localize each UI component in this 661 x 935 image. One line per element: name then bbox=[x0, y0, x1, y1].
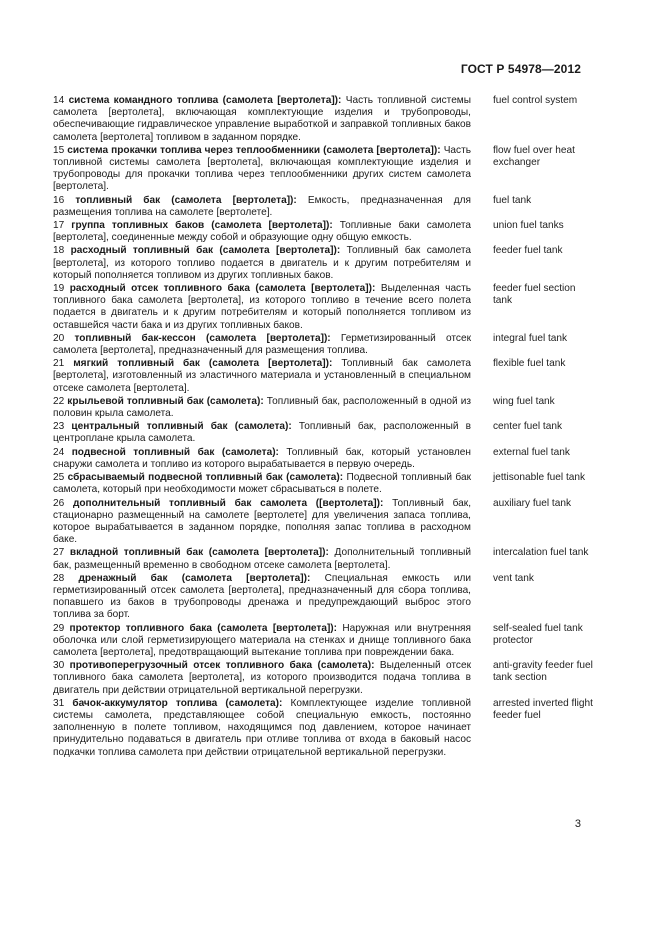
term-entry bbox=[53, 396, 593, 420]
term-definition: Топливный бак, который установлен снаружи самолета и топливо из которого вырабатывается в первую очередь. bbox=[53, 446, 471, 470]
term-name: дренажный бак (самолета [вертолета]): bbox=[78, 572, 311, 584]
term-name: расходный топливный бак (самолета [вертолета]): bbox=[70, 245, 341, 257]
term-english: fuel control system bbox=[493, 95, 578, 106]
terms-list bbox=[53, 95, 593, 760]
term-number: 22 bbox=[53, 395, 65, 407]
term-entry bbox=[53, 421, 593, 445]
term-definition: Специальная емкость или герметизированный отсек самолета [вертолета], предназначенный для сбора топлива, попавшего из баков в трубопроводы дренажа и предупреждающий выброс этого топлива за борт. bbox=[53, 572, 471, 621]
term-number: 28 bbox=[53, 572, 65, 584]
standard-number: ГОСТ Р 54978—2012 bbox=[460, 62, 581, 76]
term-number: 19 bbox=[53, 283, 65, 295]
term-russian bbox=[53, 283, 471, 332]
term-russian bbox=[53, 547, 471, 571]
term-russian bbox=[53, 333, 471, 357]
term-english: feeder fuel section tank bbox=[493, 283, 576, 307]
term-english: auxiliary fuel tank bbox=[493, 497, 571, 509]
term-english: flow fuel over heat exchanger bbox=[493, 144, 575, 169]
term-russian bbox=[53, 498, 471, 547]
term-number: 18 bbox=[53, 245, 65, 257]
term-entry bbox=[53, 220, 593, 244]
term-number: 25 bbox=[53, 472, 65, 484]
term-entry bbox=[53, 623, 593, 660]
term-name: вкладной топливный бак (самолета [вертолета]): bbox=[69, 547, 329, 559]
term-number: 16 bbox=[53, 194, 65, 206]
term-russian bbox=[53, 660, 471, 697]
term-number: 14 bbox=[53, 95, 65, 106]
term-entry bbox=[53, 573, 593, 622]
term-russian bbox=[53, 245, 471, 282]
term-entry bbox=[53, 283, 593, 332]
term-entry bbox=[53, 660, 593, 697]
term-entry bbox=[53, 547, 593, 571]
term-russian bbox=[53, 573, 471, 622]
term-english: center fuel tank bbox=[493, 421, 563, 433]
term-english: arrested inverted flight feeder fuel bbox=[493, 697, 593, 721]
term-name: топливный бак-кессон (самолета [вертолета]): bbox=[74, 332, 331, 344]
term-name: подвесной топливный бак (самолета): bbox=[71, 446, 279, 458]
term-number: 24 bbox=[53, 446, 65, 458]
term-russian bbox=[53, 421, 471, 445]
term-number: 30 bbox=[53, 660, 65, 672]
term-number: 26 bbox=[53, 497, 65, 509]
term-name: топливный бак (самолета [вертолета]): bbox=[75, 194, 297, 206]
term-name: дополнительный топливный бак самолета ([вертолета]): bbox=[72, 497, 384, 509]
term-definition: Топливный бак самолета [вертолета], изготовленный из эластичного материала и установленный в специальном отсеке самолета [вертолета]. bbox=[53, 358, 471, 394]
term-definition: Комплектующее изделие топливной системы самолета, представляющее собой специальную емкость, постоянно заполненную в полете топливом, находящимся под давлением, которое начинает принудительно подаваться в двигатель при отливе топлива от входа в баковый насос подкачки топлива самолета при действии отрицательной вертикальной перегрузки. bbox=[53, 697, 471, 758]
term-entry bbox=[53, 498, 593, 547]
term-russian bbox=[53, 698, 471, 759]
term-definition: Топливный бак, расположенный в одной из половин крыла самолета. bbox=[53, 395, 471, 420]
term-russian bbox=[53, 195, 471, 219]
term-name: система прокачки топлива через теплообменники (самолета [вертолета]): bbox=[67, 144, 441, 156]
term-number: 31 bbox=[53, 697, 65, 709]
term-definition: Дополнительный топливный бак, размещенный временно в свободном отсеке самолета [вертолета]. bbox=[53, 547, 471, 571]
term-definition: Топливный бак, стационарно размещенный на самолете [вертолете] для увеличения запаса топлива, которое вырабатывается в заданном порядке, пополняя запас топлива в расходном баке. bbox=[53, 497, 471, 546]
term-russian bbox=[53, 472, 471, 496]
term-english: intercalation fuel tank bbox=[493, 547, 589, 559]
term-english: wing fuel tank bbox=[493, 395, 555, 407]
term-number: 29 bbox=[53, 622, 65, 634]
term-entry bbox=[53, 447, 593, 471]
term-name: мягкий топливный бак (самолета [вертолета]): bbox=[73, 358, 333, 370]
term-entry bbox=[53, 245, 593, 282]
term-russian bbox=[53, 95, 471, 144]
term-name: система командного топлива (самолета [вертолета]): bbox=[68, 95, 342, 106]
term-english: flexible fuel tank bbox=[493, 358, 566, 370]
term-russian bbox=[53, 447, 471, 471]
page-number: 3 bbox=[574, 818, 581, 830]
term-number: 27 bbox=[53, 547, 65, 559]
term-definition: Емкость, предназначенная для размещения топлива на самолете [вертолете]. bbox=[53, 194, 471, 218]
term-definition: Часть топливной системы самолета [вертолета], включающая комплектующие изделия и трубопроводы, обеспечивающие гидравлическое управление выработкой и заправкой топливных баков самолета [вертолета] топливом в заданном порядке. bbox=[53, 95, 471, 143]
term-entry bbox=[53, 358, 593, 395]
term-entry bbox=[53, 145, 593, 194]
term-name: бачок-аккумулятор топлива (самолета): bbox=[72, 697, 283, 709]
term-definition: Часть топливной системы самолета [вертолета], включающая комплектующие изделия и трубопроводы для прокачки топлива через теплообменники других систем самолета [вертолета]. bbox=[53, 144, 471, 193]
term-english: jettisonable fuel tank bbox=[493, 472, 586, 484]
term-number: 17 bbox=[53, 220, 65, 232]
term-name: группа топливных баков (самолета [вертолета]): bbox=[71, 220, 333, 232]
term-english: union fuel tanks bbox=[493, 220, 564, 232]
term-definition: Выделенный отсек топливного бака самолета [вертолета], из которого производится подача топлива в двигатель при действии отрицательной вертикальной перегрузки. bbox=[53, 660, 472, 696]
term-name: протектор топливного бака (самолета [вертолета]): bbox=[69, 622, 338, 634]
term-russian bbox=[53, 623, 471, 660]
term-name: крыльевой топливный бак (самолета): bbox=[67, 395, 264, 407]
term-english: integral fuel tank bbox=[493, 332, 568, 344]
term-number: 20 bbox=[53, 332, 65, 344]
term-name: расходный отсек топливного бака (самолета [вертолета]): bbox=[69, 283, 376, 295]
term-name: противоперегрузочный отсек топливного бака (самолета): bbox=[69, 660, 375, 672]
term-entry bbox=[53, 195, 593, 219]
term-number: 23 bbox=[53, 421, 65, 433]
term-definition: Топливный бак самолета [вертолета], из которого топливо подается в двигатель и к другим потребителям и который пополняется топливом из других топливных баков. bbox=[53, 245, 471, 281]
term-entry bbox=[53, 95, 593, 144]
term-definition: Наружная или внутренняя оболочка или слой герметизирующего материала на стенках и днище топливного бака самолета [вертолета], предотвращающий вытекание топлива при повреждении бака. bbox=[53, 622, 471, 658]
term-english: anti-gravity feeder fuel tank section bbox=[493, 660, 593, 684]
term-number: 15 bbox=[53, 144, 65, 156]
term-name: сбрасываемый подвесной топливный бак (самолета): bbox=[67, 472, 344, 484]
term-name: центральный топливный бак (самолета): bbox=[71, 421, 292, 433]
term-definition: Выделенная часть топливного бака самолета [вертолета], из которого топливо в течение всего полета подается в двигатель и к другим потребителям и который пополняется топливом из оставшейся части бака и из других топливных баков. bbox=[53, 283, 471, 331]
term-definition: Топливные баки самолета [вертолета], соединенные между собой и образующие одну общую емкость. bbox=[53, 220, 471, 244]
term-english: external fuel tank bbox=[493, 446, 570, 458]
term-english: self-sealed fuel tank protector bbox=[493, 622, 583, 646]
term-entry bbox=[53, 472, 593, 496]
term-english: feeder fuel tank bbox=[493, 245, 563, 257]
term-definition: Топливный бак, расположенный в центроплане крыла самолета. bbox=[53, 421, 471, 445]
term-russian bbox=[53, 396, 471, 420]
term-definition: Подвесной топливный бак самолета, который при необходимости может сбрасываться в полете. bbox=[53, 472, 471, 496]
term-definition: Герметизированный отсек самолета [вертолета], предназначенный для размещения топлива. bbox=[53, 332, 471, 357]
term-russian bbox=[53, 358, 471, 395]
term-russian bbox=[53, 145, 471, 194]
term-entry bbox=[53, 333, 593, 357]
term-russian bbox=[53, 220, 471, 244]
term-english: vent tank bbox=[493, 572, 534, 584]
term-number: 21 bbox=[53, 358, 65, 370]
term-english: fuel tank bbox=[493, 194, 532, 206]
term-entry bbox=[53, 698, 593, 759]
